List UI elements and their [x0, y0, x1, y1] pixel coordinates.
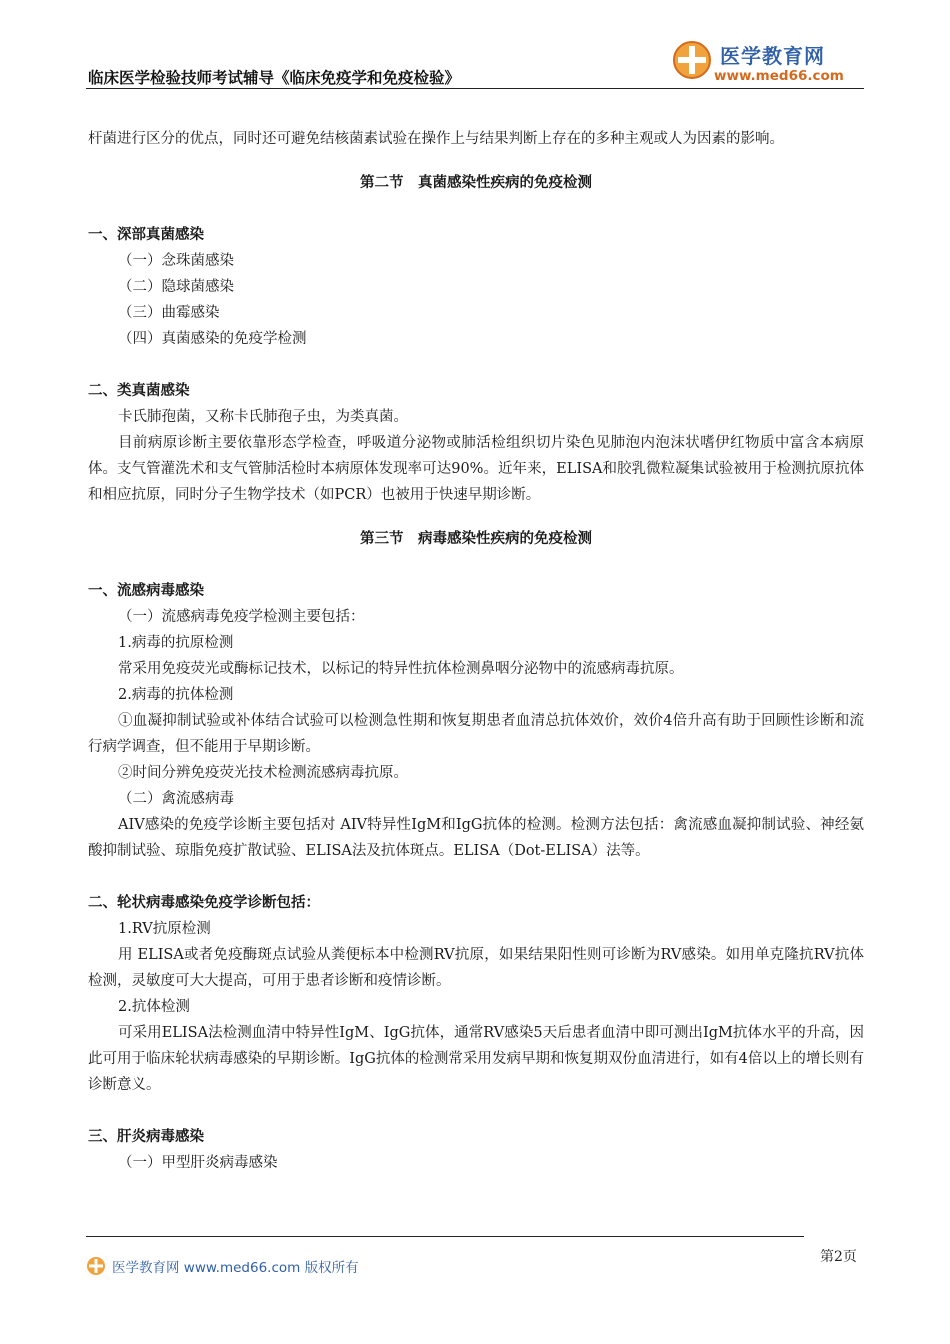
heading-rotavirus: 二、轮状病毒感染免疫学诊断包括：	[88, 895, 320, 911]
paragraph: 可采用ELISA法检测血清中特异性IgM、IgG抗体，通常RV感染5天后患者血清中即可测出IgM抗体水平的升高，因此可用于临床轮状病毒感染的早期诊断。IgG抗体的检测常采用发病早期和恢复期双份血清进行，如有4倍以上的增长则有诊断意义。	[88, 1025, 864, 1093]
heading-fungus-like: 二、类真菌感染	[88, 383, 190, 399]
paragraph: 目前病原诊断主要依靠形态学检查，呼吸道分泌物或肺活检组织切片染色见肺泡内泡沫状嗜伊红物质中富含本病原体。支气管灌洗术和支气管肺活检时本病原体发现率可达90%。近年来，ELISA和胶乳微粒凝集试验被用于检测抗原抗体和相应抗原，同时分子生物学技术（如PCR）也被用于快速早期诊断。	[88, 435, 864, 503]
page-number: 第2页	[820, 1249, 857, 1265]
heading-influenza: 一、流感病毒感染	[88, 583, 204, 599]
list-item: （四）真菌感染的免疫学检测	[118, 331, 307, 347]
med66-cross-logo-icon	[672, 40, 712, 80]
paragraph: 常采用免疫荧光或酶标记技术，以标记的特异性抗体检测鼻咽分泌物中的流感病毒抗原。	[118, 661, 684, 677]
paragraph: 杆菌进行区分的优点，同时还可避免结核菌素试验在操作上与结果判断上存在的多种主观或人为因素的影响。	[88, 131, 784, 147]
subheading: 1.病毒的抗原检测	[118, 635, 234, 651]
paragraph: ②时间分辨免疫荧光技术检测流感病毒抗原。	[118, 765, 408, 781]
footer-brand: 医学教育网	[112, 1260, 180, 1276]
paragraph: ①血凝抑制试验或补体结合试验可以检测急性期和恢复期患者血清总抗体效价，效价4倍升高有助于回顾性诊断和流行病学调查，但不能用于早期诊断。	[88, 713, 864, 755]
footer-divider	[86, 1236, 804, 1237]
list-item: （三）曲霉感染	[118, 305, 220, 321]
logo-name: 医学教育网	[720, 44, 825, 68]
heading-hepatitis: 三、肝炎病毒感染	[88, 1129, 204, 1145]
subheading: 2.抗体检测	[118, 999, 190, 1015]
paragraph: AIV感染的免疫学诊断主要包括对 AIV特异性IgM和IgG抗体的检测。检测方法包括：禽流感血凝抑制试验、神经氨酸抑制试验、琼脂免疫扩散试验、ELISA法及抗体斑点。ELISA（Dot-ELISA）法等。	[88, 817, 864, 859]
footer-url[interactable]: www.med66.com	[183, 1260, 301, 1276]
med66-cross-logo-icon	[86, 1256, 106, 1276]
section-title-viral: 第三节 病毒感染性疾病的免疫检测	[360, 531, 592, 547]
heading-deep-fungal: 一、深部真菌感染	[88, 227, 204, 243]
header-divider	[86, 88, 864, 89]
med66-logo[interactable]	[672, 38, 862, 90]
subheading: （一）流感病毒免疫学检测主要包括：	[118, 609, 365, 625]
section-title-fungal: 第二节 真菌感染性疾病的免疫检测	[360, 175, 592, 191]
subheading: 1.RV抗原检测	[118, 921, 211, 937]
list-item: （二）隐球菌感染	[118, 279, 234, 295]
document-header-title: 临床医学检验技师考试辅导《临床免疫学和免疫检验》	[88, 69, 461, 87]
footer-copyright	[112, 1256, 359, 1276]
subheading: 2.病毒的抗体检测	[118, 687, 234, 703]
document-body	[88, 126, 864, 1176]
list-item: （一）念珠菌感染	[118, 253, 234, 269]
logo-url: www.med66.com	[714, 68, 844, 84]
footer-rights: 版权所有	[304, 1260, 359, 1276]
paragraph: 卡氏肺孢菌，又称卡氏肺孢子虫，为类真菌。	[118, 409, 408, 425]
subheading: （二）禽流感病毒	[118, 791, 234, 807]
paragraph: 用 ELISA或者免疫酶斑点试验从粪便标本中检测RV抗原，如果结果阳性则可诊断为RV感染。如用单克隆抗RV抗体检测，灵敏度可大大提高，可用于患者诊断和疫情诊断。	[88, 947, 864, 989]
subheading: （一）甲型肝炎病毒感染	[118, 1155, 278, 1171]
